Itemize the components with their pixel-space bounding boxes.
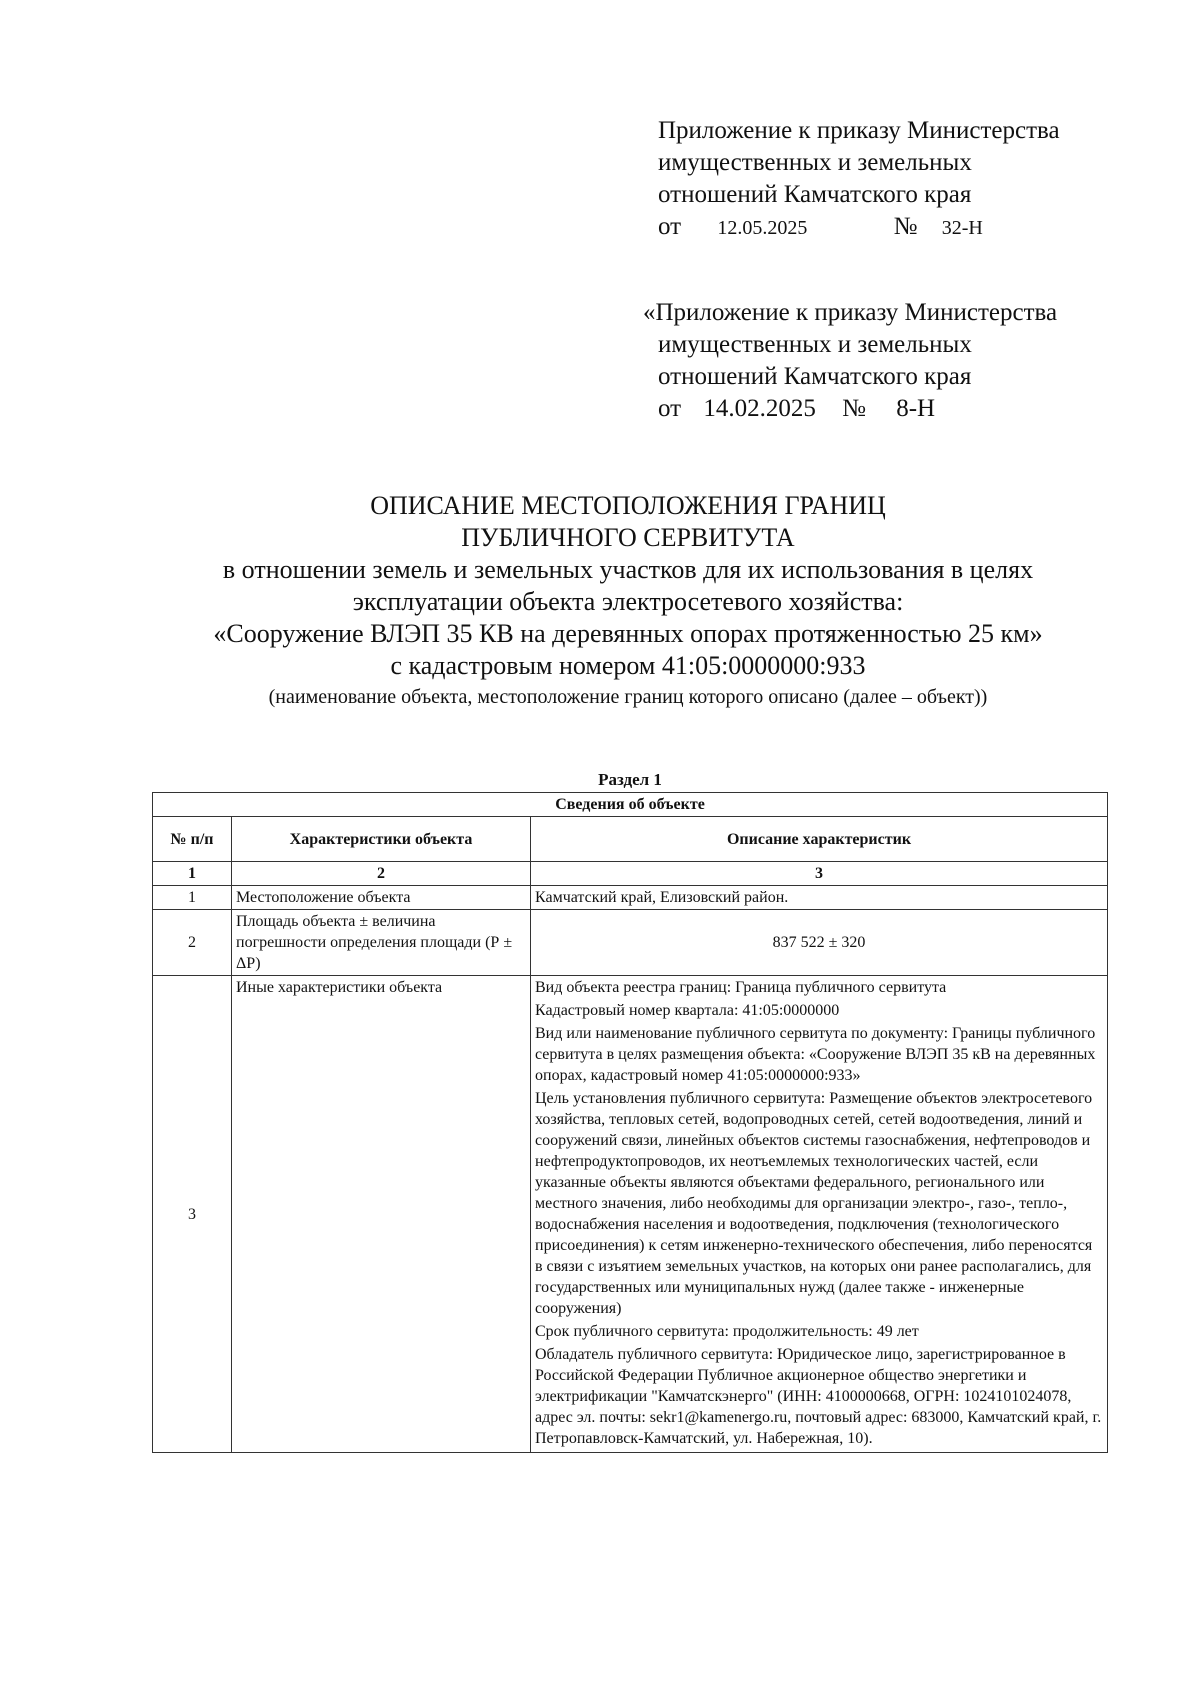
table-caption-row	[153, 793, 1108, 817]
row-description: Камчатский край, Елизовский район.	[531, 886, 1108, 910]
header-characteristic: Характеристики объекта	[232, 817, 531, 862]
header-description: Описание характеристик	[531, 817, 1108, 862]
column-number-row	[153, 862, 1108, 886]
row-number: 2	[153, 910, 232, 976]
title-line: эксплуатации объекта электросетевого хозяйства:	[352, 587, 904, 616]
title-hint: (наименование объекта, местоположение границ которого описано (далее – объект))	[268, 686, 988, 708]
header-number: № п/п	[153, 817, 232, 862]
appendix-date-line	[643, 393, 1057, 425]
title-line: в отношении земель и земельных участков для их использования в целях	[222, 555, 1034, 584]
row-characteristic: Иные характеристики объекта	[232, 976, 531, 1453]
row-number: 1	[153, 886, 232, 910]
description-paragraph: Срок публичного сервитута: продолжительность: 49 лет	[535, 1323, 919, 1340]
column-number: 2	[232, 862, 531, 886]
appendix-line: имущественных и земельных	[658, 331, 972, 358]
object-info-table	[152, 792, 1108, 1453]
description-paragraph: Обладатель публичного сервитута: Юридическое лицо, зарегистрированное в Российской Федерации Публичное акционерное общество энергетики и электрификации "Камчатскэнерго" (ИНН: 4100000668, ОГРН: 1024101024078, адрес эл. почты: sekr1@kamenergo.ru, почтовый адрес: 683000, Камчатский край, г. Петропавловск-Камчатский, ул. Набережная, 10).	[535, 1346, 1102, 1447]
description-paragraph: Цель установления публичного сервитута: Размещение объектов электросетевого хозяйства, тепловых сетей, водопроводных сетей, сетей водоотведения, линий и сооружений связи, линейных объектов системы газоснабжения, нефтепроводов и нефтепродуктопроводов, их неотъемлемых технологических частей, если указанные объекты являются объектами федерального, регионального или местного значения, либо необходимы для организации электро-, газо-, тепло-, водоснабжения населения и водоотведения, подключения (технологического присоединения) к сетям инженерно-технического обеспечения, либо переносятся в связи с изъятием земельных участков, на которых они ранее располагались, для государственных или муниципальных нужд (далее также - инженерные сооружения)	[535, 1090, 1093, 1317]
table-header-row	[153, 817, 1108, 862]
section-label: Раздел 1	[598, 770, 662, 789]
table-row	[153, 976, 1108, 1453]
cadastral-number: с кадастровым номером 41:05:0000000:933	[390, 651, 866, 680]
appendix-line: «Приложение к приказу Министерства	[643, 299, 1058, 326]
column-number: 3	[531, 862, 1108, 886]
order-number: 8-Н	[896, 395, 936, 422]
appendix-line: Приложение к приказу Министерства	[658, 117, 1060, 144]
row-description	[531, 976, 1108, 1453]
title-line: ОПИСАНИЕ МЕСТОПОЛОЖЕНИЯ ГРАНИЦ	[370, 491, 886, 520]
appendix-line: отношений Камчатского края	[658, 363, 972, 390]
table-caption: Сведения об объекте	[153, 793, 1108, 817]
title-line: ПУБЛИЧНОГО СЕРВИТУТА	[461, 523, 795, 552]
number-sign: №	[842, 395, 866, 422]
appendix-line: отношений Камчатского края	[658, 181, 972, 208]
table-row	[153, 886, 1108, 910]
appendix-date-line	[658, 211, 1060, 244]
row-characteristic: Площадь объекта ± величина погрешности определения площади (Р ± ΔР)	[232, 910, 531, 976]
column-number: 1	[153, 862, 232, 886]
row-description: 837 522 ± 320	[531, 910, 1108, 976]
row-number: 3	[153, 976, 232, 1453]
from-label: от	[658, 395, 682, 422]
document-title	[0, 490, 1200, 712]
appendix-header-previous	[643, 297, 1057, 425]
order-number: 32-Н	[941, 217, 983, 239]
number-sign: №	[893, 213, 918, 240]
description-paragraph: Кадастровый номер квартала: 41:05:0000000	[535, 1002, 840, 1019]
row-characteristic: Местоположение объекта	[232, 886, 531, 910]
order-date: 12.05.2025	[717, 217, 808, 239]
appendix-line: имущественных и земельных	[658, 149, 972, 176]
appendix-header-current	[658, 115, 1060, 244]
order-date: 14.02.2025	[703, 395, 816, 422]
description-paragraph: Вид или наименование публичного сервитута по документу: Границы публичного сервитута в целях размещения объекта: «Сооружение ВЛЭП 35 кВ на деревянных опорах, кадастровый номер 41:05:0000000:933»	[535, 1025, 1096, 1084]
description-paragraph: Вид объекта реестра границ: Граница публичного сервитута	[535, 979, 947, 996]
from-label: от	[658, 213, 682, 240]
table-row	[153, 910, 1108, 976]
object-name: «Сооружение ВЛЭП 35 КВ на деревянных опорах протяженностью 25 км»	[213, 619, 1043, 648]
